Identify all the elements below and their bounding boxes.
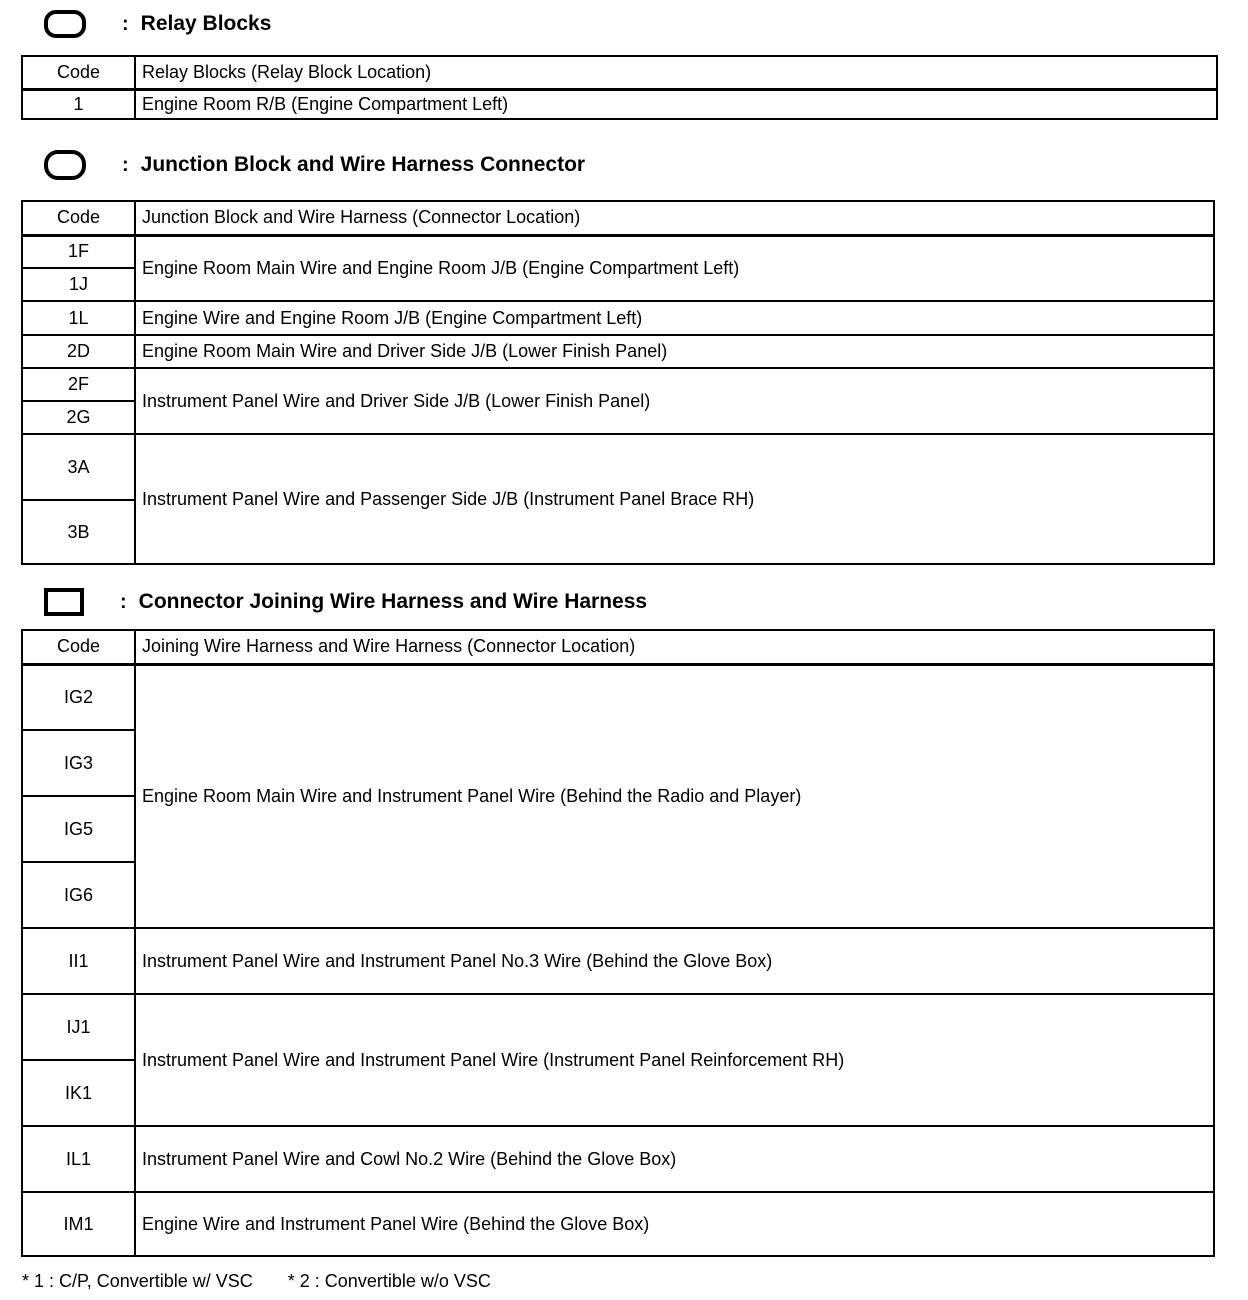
- table-row: [22, 1126, 1214, 1192]
- code-cell: II1: [22, 928, 135, 994]
- rounded-box-icon: [44, 10, 86, 38]
- code-cell: IL1: [22, 1126, 135, 1192]
- square-box-icon: [44, 588, 84, 616]
- location-cell: Engine Wire and Engine Room J/B (Engine Compartment Left): [135, 301, 1214, 335]
- footnote-2: * 2 : Convertible w/o VSC: [287, 1271, 491, 1291]
- location-cell: Instrument Panel Wire and Instrument Panel Wire (Instrument Panel Reinforcement RH): [135, 994, 1214, 1126]
- junction-block-table: [21, 200, 1215, 565]
- location-header: Relay Blocks (Relay Block Location): [135, 56, 1217, 89]
- code-cell: IM1: [22, 1192, 135, 1256]
- junction-block-heading: [44, 145, 585, 185]
- connector-heading: [44, 582, 647, 622]
- section-title: Junction Block and Wire Harness Connector: [140, 153, 586, 176]
- relay-blocks-heading: [44, 4, 271, 44]
- location-cell: Engine Room Main Wire and Driver Side J/B (Lower Finish Panel): [135, 335, 1214, 368]
- table-row: [22, 301, 1214, 335]
- code-header: Code: [22, 630, 135, 664]
- table-header-row: [22, 630, 1214, 664]
- table-row: [22, 1192, 1214, 1256]
- connector-table: [21, 629, 1215, 1257]
- code-cell: 3A: [22, 434, 135, 500]
- oval-box-icon: [44, 150, 86, 180]
- location-cell: Instrument Panel Wire and Passenger Side J/B (Instrument Panel Brace RH): [135, 434, 1214, 564]
- code-cell: 1F: [22, 235, 135, 268]
- table-header-row: [22, 56, 1217, 89]
- footnote-1: * 1 : C/P, Convertible w/ VSC: [22, 1271, 253, 1291]
- heading-colon: :: [120, 590, 127, 613]
- heading-colon: :: [122, 12, 129, 35]
- code-cell: 2D: [22, 335, 135, 368]
- location-cell: Instrument Panel Wire and Cowl No.2 Wire (Behind the Glove Box): [135, 1126, 1214, 1192]
- table-row: [22, 994, 1214, 1060]
- footnotes: [22, 1271, 491, 1292]
- code-header: Code: [22, 201, 135, 235]
- code-cell: 2F: [22, 368, 135, 401]
- code-header: Code: [22, 56, 135, 89]
- section-title: Connector Joining Wire Harness and Wire Harness: [138, 590, 648, 613]
- code-cell: IJ1: [22, 994, 135, 1060]
- code-cell: IG5: [22, 796, 135, 862]
- location-cell: Instrument Panel Wire and Instrument Panel No.3 Wire (Behind the Glove Box): [135, 928, 1214, 994]
- table-row: [22, 368, 1214, 401]
- table-row: [22, 928, 1214, 994]
- location-cell: Engine Room R/B (Engine Compartment Left): [135, 89, 1217, 119]
- code-cell: 3B: [22, 500, 135, 564]
- code-cell: IG6: [22, 862, 135, 928]
- code-cell: 1: [22, 89, 135, 119]
- table-row: [22, 664, 1214, 730]
- table-row: [22, 235, 1214, 268]
- location-cell: Engine Wire and Instrument Panel Wire (Behind the Glove Box): [135, 1192, 1214, 1256]
- table-row: [22, 89, 1217, 119]
- table-header-row: [22, 201, 1214, 235]
- relay-blocks-table: [21, 55, 1218, 120]
- code-cell: 1J: [22, 268, 135, 301]
- code-cell: 1L: [22, 301, 135, 335]
- section-title: Relay Blocks: [140, 12, 272, 35]
- location-cell: Instrument Panel Wire and Driver Side J/B (Lower Finish Panel): [135, 368, 1214, 434]
- code-cell: 2G: [22, 401, 135, 434]
- code-cell: IG3: [22, 730, 135, 796]
- code-cell: IK1: [22, 1060, 135, 1126]
- location-cell: Engine Room Main Wire and Instrument Panel Wire (Behind the Radio and Player): [135, 664, 1214, 928]
- location-header: Junction Block and Wire Harness (Connector Location): [135, 201, 1214, 235]
- table-row: [22, 434, 1214, 500]
- code-cell: IG2: [22, 664, 135, 730]
- heading-colon: :: [122, 153, 129, 176]
- location-cell: Engine Room Main Wire and Engine Room J/B (Engine Compartment Left): [135, 235, 1214, 301]
- location-header: Joining Wire Harness and Wire Harness (Connector Location): [135, 630, 1214, 664]
- table-row: [22, 335, 1214, 368]
